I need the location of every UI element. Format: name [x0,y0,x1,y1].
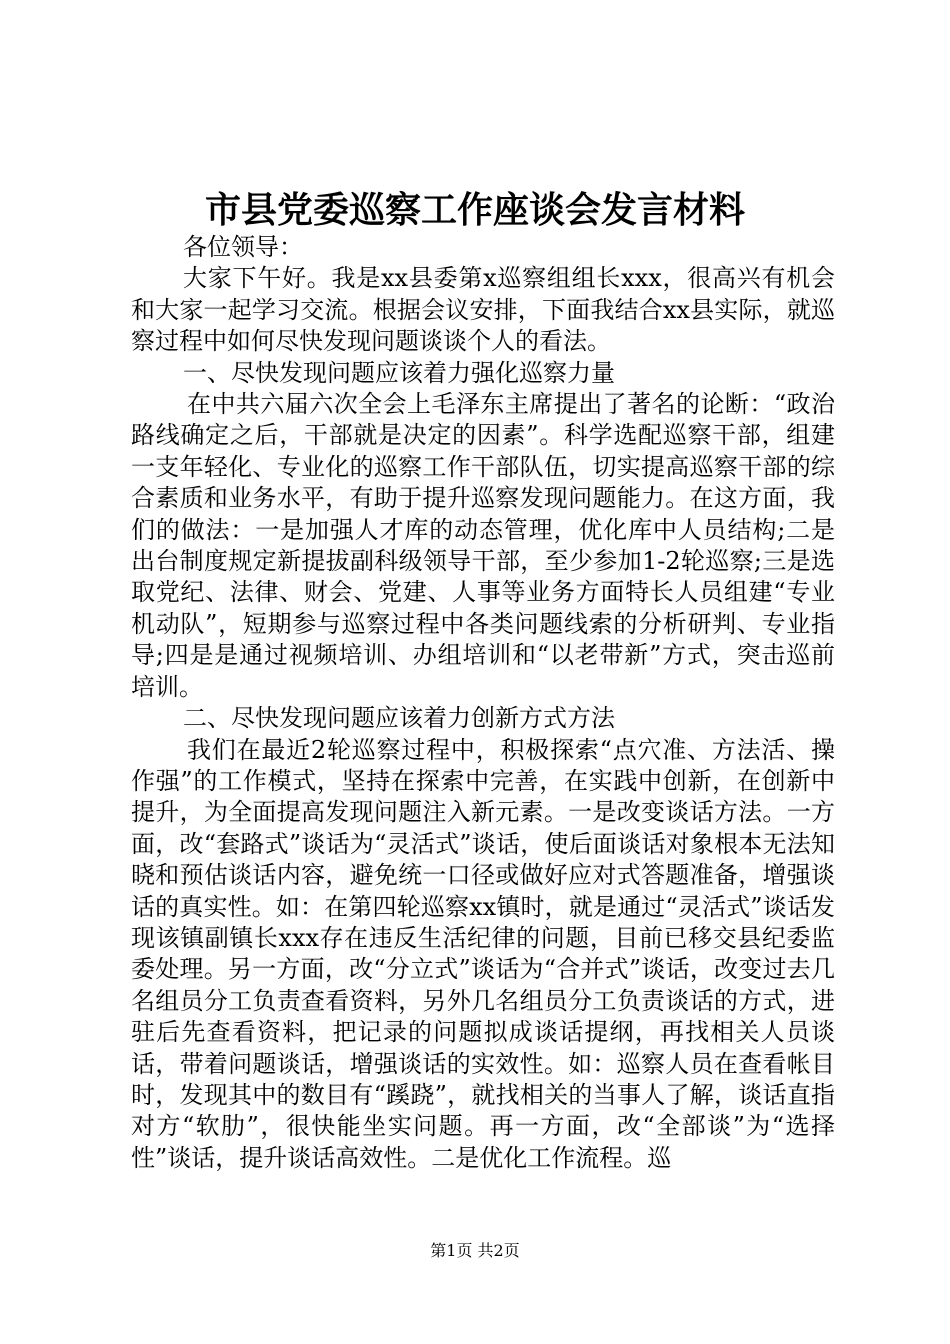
section-heading-1: 一、尽快发现问题应该着力强化巡察力量 [183,358,615,387]
page-number-footer: 第1页 共2页 [430,1241,520,1260]
salutation-paragraph: 各位领导： [183,233,303,261]
section-2-paragraph: 我们在最近2轮巡察过程中，积极探索“点穴准、方法活、操作强”的工作模式，坚持在探索中完善，在实践中创新，在创新中提升，为全面提高发现问题注入新元素。一是改变谈话方法。一方面，改“套路式”谈话为“灵活式”谈话，使后面谈话对象根本无法知晓和预估谈话内容，避免统一口径或做好应对式答题准备，增强谈话的真实性。如：在第四轮巡察xx镇时，就是通过“灵活式”谈话发现该镇副镇长xxx存在违反生活纪律的问题，目前已移交县纪委监委处理。另一方面，改“分立式”谈话为“合并式”谈话，改变过去几名组员分工负责查看资料，另外几名组员分工负责谈话的方式，进驻后先查看资料，把记录的问题拟成谈话提纲，再找相关人员谈话，带着问题谈话，增强谈话的实效性。如：巡察人员在查看帐目时，发现其中的数目有“蹊跷”，就找相关的当事人了解，谈话直指对方“软肋”，很快能坐实问题。再一方面，改“全部谈”为“选择性”谈话，提升谈话高效性。二是优化工作流程。巡 [131,735,835,1172]
intro-paragraph: 大家下午好。我是xx县委第x巡察组组长xxx，很高兴有机会和大家一起学习交流。根据会议安排，下面我结合xx县实际，就巡察过程中如何尽快发现问题谈谈个人的看法。 [131,264,835,356]
section-1-paragraph: 在中共六届六次全会上毛泽东主席提出了著名的论断：“政治路线确定之后，干部就是决定的因素”。科学选配巡察干部，组建一支年轻化、专业化的巡察工作干部队伍，切实提高巡察干部的综合素质和业务水平，有助于提升巡察发现问题能力。在这方面，我们的做法：一是加强人才库的动态管理，优化库中人员结构;二是出台制度规定新提拔副科级领导干部，至少参加1-2轮巡察;三是选取党纪、法律、财会、党建、人事等业务方面特长人员组建“专业机动队”，短期参与巡察过程中各类问题线索的分析研判、专业指导;四是是通过视频培训、办组培训和“以老带新”方式，突击巡前培训。 [131,390,835,701]
document-title: 市县党委巡察工作座谈会发言材料 [204,189,745,231]
section-heading-2: 二、尽快发现问题应该着力创新方式方法 [183,704,615,733]
document-body [131,232,835,1174]
